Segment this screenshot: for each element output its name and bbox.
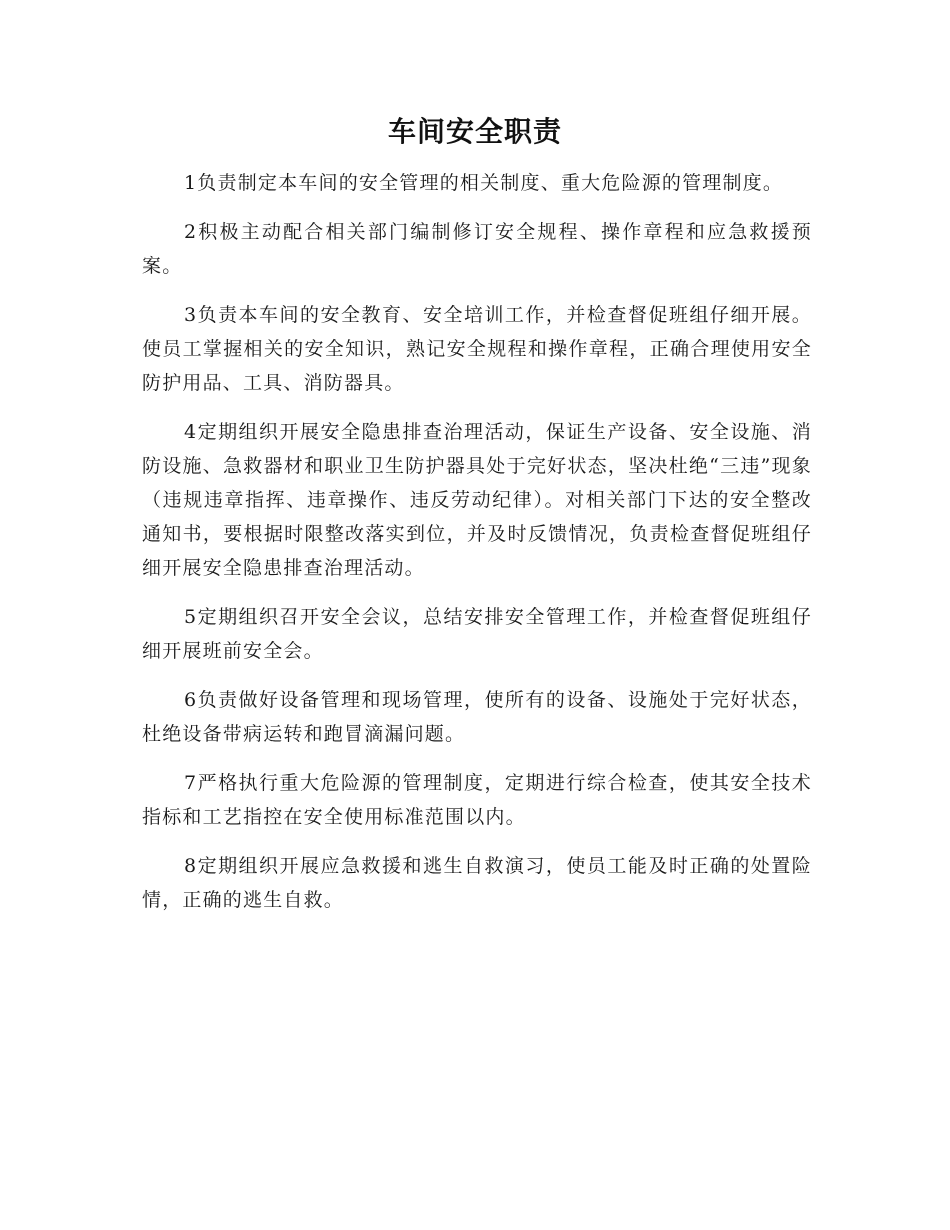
paragraph-4: 4定期组织开展安全隐患排查治理活动，保证生产设备、安全设施、消防设施、急救器材和职业卫生防护器具处于完好状态，坚决杜绝“三违”现象（违规违章指挥、违章操作、违反劳动纪律）。对相关部门下达的安全整改通知书，要根据时限整改落实到位，并及时反馈情况，负责检查督促班组仔细开展安全隐患排查治理活动。 bbox=[142, 421, 812, 579]
document-title: 车间安全职责 bbox=[387, 115, 562, 148]
paragraph-5: 5定期组织召开安全会议，总结安排安全管理工作，并检查督促班组仔细开展班前安全会。 bbox=[142, 606, 812, 662]
paragraph-7: 7严格执行重大危险源的管理制度，定期进行综合检查，使其安全技术指标和工艺指控在安全使用标准范围以内。 bbox=[142, 772, 812, 828]
paragraph-8: 8定期组织开展应急救援和逃生自救演习，使员工能及时正确的处置险情，正确的逃生自救。 bbox=[142, 855, 812, 911]
document-body bbox=[142, 166, 812, 932]
paragraph-3: 3负责本车间的安全教育、安全培训工作，并检查督促班组仔细开展。使员工掌握相关的安全知识，熟记安全规程和操作章程，正确合理使用安全防护用品、工具、消防器具。 bbox=[142, 304, 812, 394]
paragraph-2: 2积极主动配合相关部门编制修订安全规程、操作章程和应急救援预案。 bbox=[142, 221, 812, 277]
paragraph-6: 6负责做好设备管理和现场管理，使所有的设备、设施处于完好状态，杜绝设备带病运转和跑冒滴漏问题。 bbox=[142, 689, 812, 745]
paragraph-1: 1负责制定本车间的安全管理的相关制度、重大危险源的管理制度。 bbox=[184, 172, 784, 194]
